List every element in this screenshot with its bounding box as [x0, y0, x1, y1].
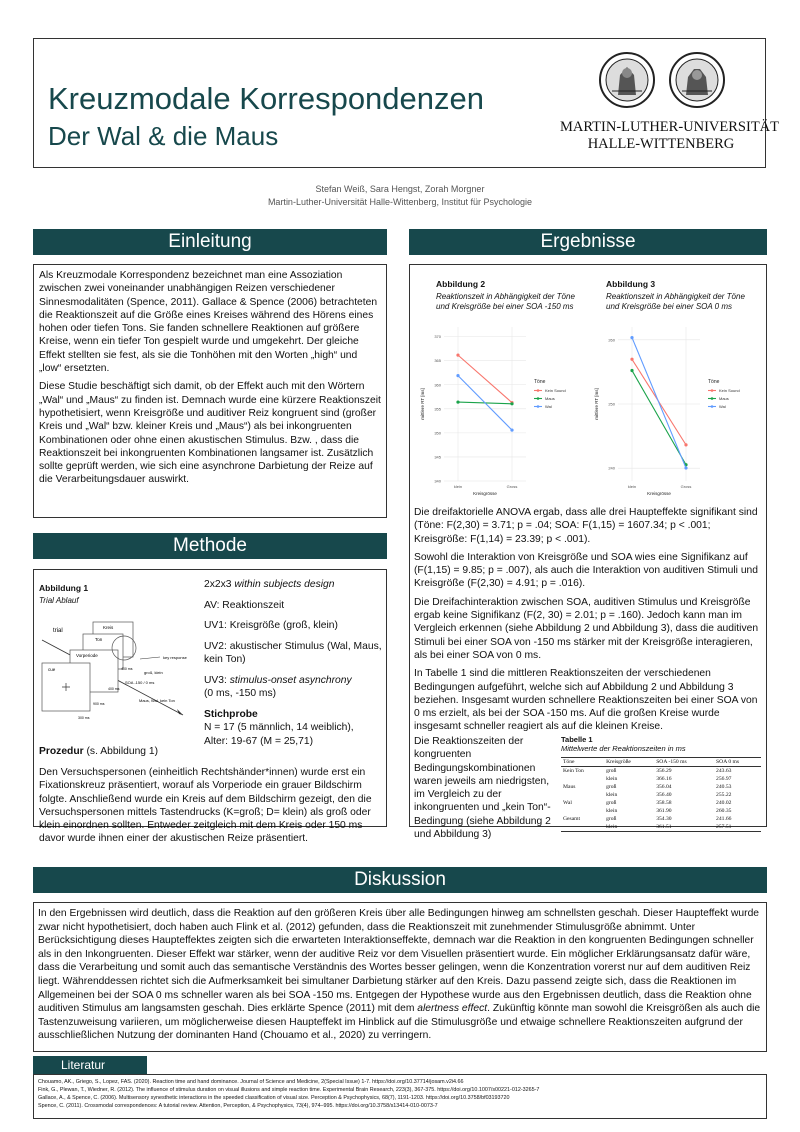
table-cell: groß: [606, 800, 617, 806]
prozedur-head: Prozedur: [39, 746, 84, 757]
design-uv1: UV1: Kreisgröße (groß, klein): [204, 620, 338, 631]
table-cell: klein: [606, 776, 618, 782]
prozedur-ref: (s. Abbildung 1): [83, 746, 159, 757]
diskussion-box: [33, 902, 767, 1052]
fig1-label-soa: SOA -150 / 0 ms: [125, 680, 155, 685]
design-list: [204, 578, 384, 748]
data-point: [630, 369, 633, 372]
einleitung-paragraph-1: Als Kreuzmodale Korrespondenz bezeichnet man eine Assoziation zwischen zwei voneinander unabhängigen Reizen verschiedener Sinnesmodalitäten (Spence, 2011). Gallace & Spence (2006) betrachteten die Reaktionszeit auf die Größe eines Kreises während des Hörens eines hohen oder tiefen Tons. Sie fanden schnellere Reaktionen auf größere Kreise, wenn ein tiefer Ton gespielt wurde und umgekehrt. Der gleiche Effekt stellten sie fest, als sie die Tonhöhen mit den Worten „high“ und „low“ ersetzten.: [39, 270, 378, 375]
legend-label: Kein Sound: [545, 388, 566, 393]
table-cell: [561, 823, 604, 832]
figure-2-title: Abbildung 2: [436, 279, 486, 289]
stichprobe-n: N = 17 (5 männlich, 14 weiblich),: [204, 722, 354, 733]
reference-item: Gallace, A., & Spence, C. (2006). Multisensory synesthetic interactions in the speeded classification of visual size. Perception & Psychophysics, 68(7), 1191-1203. https://doi.org/10.3758/bf03193720: [38, 1095, 510, 1101]
y-tick-label: 365: [434, 358, 441, 364]
x-axis-label: Kreisgrösse: [647, 491, 671, 496]
y-tick-label: 250: [608, 401, 615, 407]
y-tick-label: 240: [608, 465, 615, 471]
table-header-cell: SOA -150 ms: [656, 759, 687, 765]
design-uv3: UV3: stimulus-onset asynchrony: [204, 674, 352, 686]
table-cell: 361.90: [656, 808, 672, 814]
results-table: [561, 757, 761, 832]
table-cell: 260.35: [716, 808, 732, 814]
reference-item: Spence, C. (2011). Crossmodal correspondences: A tutorial review. Attention, Perception, & Psychophysics, 73(4), 974–995. https://doi.org/10.3758/s13414-010-0073-7: [38, 1103, 438, 1109]
ergebnisse-paragraph-1: Die dreifaktorielle ANOVA ergab, dass alle drei Haupteffekte signifikant sind (Töne: F(2,30) = 3.71; p = .04; SOA: F(1,15) = 1607.34; p < .001; Kreisgröße: F(1,14) = 23.39; p < .001).: [414, 507, 758, 545]
data-point: [630, 336, 633, 339]
x-axis-label: Kreisgrösse: [473, 491, 497, 496]
methode-box: [33, 569, 387, 845]
legend-label: Maus: [545, 396, 555, 401]
table-header-cell: Töne: [563, 759, 575, 765]
section-heading-literatur: Literatur: [33, 1056, 147, 1074]
chart-figure-3: [588, 319, 763, 503]
table-row: [561, 783, 761, 791]
table-cell: Maus: [563, 784, 576, 790]
legend-swatch-point: [537, 389, 540, 392]
einleitung-paragraph-2: Diese Studie beschäftigt sich damit, ob der Effekt auch mit den Wörtern „Wal“ und „Maus“ zu finden ist. Demnach wurde eine kürzere Reaktionszeit hypothetisiert, wenn Kreisgröße und auditiver Reiz kongruent sind (großer Kreis und „Wal“ bzw. kleiner Kreis und „Maus“) als bei inkongruenten Kombinationen oder ohne einen akustischen Stimulus. Bzw. , dass die Reaktionszeit bei inkongruenten Kombinationen langsamer ist. Zusätzlich sollte geprüft werden, wie sich eine asynchrone Darbietung der Reize auf die Verarbeitungsdauer auswirkt.: [39, 381, 381, 486]
section-heading-ergebnisse: Ergebnisse: [409, 229, 767, 255]
data-point: [630, 358, 633, 361]
y-tick-label: 345: [434, 454, 441, 460]
table-cell: Gesamt: [563, 816, 581, 822]
table-cell: 241.66: [716, 816, 732, 822]
table-cell: groß: [606, 816, 617, 822]
legend-swatch-point: [537, 405, 540, 408]
table-header-cell: Kreisgröße: [606, 759, 631, 765]
table-cell: 256.97: [716, 776, 732, 782]
fig1-label-vorperiode: Vorperiode: [76, 653, 98, 658]
fig1-label-300: 300 ms: [78, 716, 90, 720]
data-point: [684, 443, 687, 446]
section-heading-methode: Methode: [33, 533, 387, 559]
x-tick-label: Gross: [680, 484, 692, 489]
design-uv3-levels: (0 ms, -150 ms): [204, 688, 277, 699]
university-name-line2: HALLE-WITTENBERG: [587, 136, 735, 152]
legend-title: Töne: [534, 379, 546, 385]
y-tick-label: 360: [434, 382, 441, 388]
table-cell: 240.02: [716, 800, 732, 806]
data-point: [456, 400, 459, 403]
table-row: [561, 815, 761, 823]
design-uv2: UV2: akustischer Stimulus (Wal, Maus, kein Ton): [204, 640, 382, 665]
prozedur-heading: [39, 746, 158, 757]
figure-3-title: Abbildung 3: [606, 279, 656, 289]
data-point: [456, 354, 459, 357]
table-cell: 361.51: [656, 824, 672, 830]
table-cell: Wal: [563, 800, 572, 806]
legend-label: Wal: [545, 404, 552, 409]
data-point: [510, 402, 513, 405]
figure-1-title: Abbildung 1: [39, 583, 89, 593]
table-header-cell: SOA 0 ms: [716, 759, 740, 765]
stichprobe-alter: Alter: 19-67 (M = 25,71): [204, 735, 314, 747]
table-cell: 240.53: [716, 784, 732, 790]
legend-label: Maus: [719, 396, 729, 401]
fig1-label-trial: trial: [53, 628, 63, 634]
y-tick-label: 260: [608, 337, 615, 343]
chart-figure-2: [414, 319, 589, 503]
design-av: AV: Reaktionszeit: [204, 599, 285, 611]
x-tick-label: klein: [627, 484, 637, 489]
x-tick-label: klein: [453, 484, 463, 489]
table-row: [561, 799, 761, 807]
table-cell: 358.58: [656, 800, 672, 806]
y-tick-label: 340: [434, 478, 441, 484]
literatur-box: [33, 1074, 767, 1119]
title-line1: Kreuzmodale Korrespondenzen: [48, 81, 484, 116]
prozedur-text: Den Versuchspersonen (einheitlich Rechtshänder*innen) wurde erst ein Fixationskreuz präsentiert, worauf als Vorperiode ein grauer Bildschirm folgte. Anschließend wurde ein Kreis auf dem Bildschirm gezeigt, den die Versuchspersonen mittels Tastendrucks (K=groß; D= klein) als groß oder klein einordnen sollten. Entweder zeitgleich mit dem Kreis oder 150 ms davor wurde ihnen einer der akustischen Reize präsentiert.: [39, 767, 372, 845]
table-cell: groß: [606, 784, 617, 790]
data-point: [684, 466, 687, 469]
table-cell: 356.40: [656, 792, 672, 798]
fig1-label-400a: 400 ms: [121, 667, 133, 671]
authors: Stefan Weiß, Sara Hengst, Zorah Morgner: [315, 184, 485, 194]
reference-item: Chouamo, AK., Griego, S., Lopez, FAS. (2020). Reaction time and hand dominance. Journal of Science and Medicine, 2(Special Issue) 1-7. https://doi.org/10.37714/josam.v2i4.66: [38, 1079, 464, 1085]
y-tick-label: 370: [434, 334, 441, 340]
ergebnisse-paragraph-4: In Tabelle 1 sind die mittleren Reaktionszeiten der verschiedenen Bedingungen aufgeführt, welche sich auf Abbildung 2 und Abbildung 3 beziehen. Insgesamt wurden schnellere Reaktionszeiten bei einer SOA von 0 ms erzielt, als bei der SOA -150 ms. Auf die großen Kreise wurde insgesamt schneller reagiert als auf die kleinen Kreise.: [414, 668, 758, 733]
university-name-line1: MARTIN-LUTHER-UNIVERSITÄT: [560, 119, 780, 135]
figure-1-trial-diagram: [38, 610, 193, 735]
ergebnisse-paragraph-3: Die Dreifachinteraktion zwischen SOA, auditiven Stimulus und Kreisgröße ergab keine Signifikanz (F(2, 30) = 2.01; p = .160). Jedoch kann man im Vergleich erkennen (siehe Abbildung 2 und Abbildung 3), dass die auditiven Stimuli bei einer SOA von -150 ms stärker mit der Kreisgröße interagieren, als bei einer SOA von 0 ms.: [414, 596, 759, 661]
figure-3-subtitle: Reaktionszeit in Abhängigkeit der Töne und Kreisgröße bei einer SOA 0 ms: [606, 292, 745, 311]
university-seal-right-icon: [668, 51, 726, 109]
fig1-label-ton: Ton: [95, 637, 103, 642]
x-tick-label: Gross: [506, 484, 518, 489]
table-cell: 356.29: [656, 768, 672, 774]
title-line2: Der Wal & die Maus: [48, 121, 279, 151]
data-point: [510, 428, 513, 431]
table-row: [561, 775, 761, 783]
table-cell: 354.30: [656, 816, 672, 822]
ergebnisse-box: [409, 264, 767, 841]
y-axis-label: mittlere RT [ms]: [594, 388, 599, 420]
table-row: [561, 767, 761, 776]
fig1-label-gross-klein: groß, klein: [144, 670, 163, 675]
ergebnisse-text: [414, 506, 764, 739]
table-cell: klein: [606, 824, 618, 830]
legend-swatch-point: [537, 397, 540, 400]
einleitung-box: [33, 264, 387, 518]
y-tick-label: 350: [434, 430, 441, 436]
table-cell: Kein Ton: [563, 768, 584, 774]
ergebnisse-paragraph-2: Sowohl die Interaktion von Kreisgröße und SOA wies eine Signifikanz auf (F(1,15) = 9.85; p = .007), als auch die Interaktion von auditiven Stimuli und Kreisgröße (F(2,30) = 4.91; p = .016).: [414, 551, 759, 590]
figure-1-caption: [39, 578, 189, 606]
fig1-label-400b: 400 ms: [108, 687, 120, 691]
table-1: [561, 735, 761, 832]
figure-1-subtitle: Trial Ablauf: [39, 596, 79, 605]
table-cell: [561, 791, 604, 799]
legend-swatch-point: [711, 397, 714, 400]
y-tick-label: 355: [434, 406, 441, 412]
table-row: [561, 823, 761, 832]
figure-2-caption: [436, 274, 576, 312]
table-cell: 257.51: [716, 824, 732, 830]
fig1-label-key-response: key response: [163, 655, 187, 660]
data-point: [456, 374, 459, 377]
affiliation: Martin-Luther-Universität Halle-Wittenberg, Institut für Psychologie: [267, 197, 533, 207]
fig1-label-cue: cue: [48, 667, 56, 672]
diskussion-text: In den Ergebnissen wird deutlich, dass die Reaktion auf den größeren Kreis über alle Bedingungen hinweg am schnellsten geschah. Dieser Haupteffekt wurde zwar nicht hypothetisiert, doch haben auch Flink et al. (2012) gefunden, dass die Reaktionszeit mit zunehmender Stimulusgröße abnimmt. Unter Berücksichtigung dieses Haupteffektes zeigten sich die erwarteten Interaktionseffekte, demnach war die Reaktion in den kongruenten Bedingungen schneller als in den Inkongruenten. Dieser Effekt war stärker, wenn der auditive Reiz vor dem Visuellen präsentiert wurde. Ein möglicher Erklärungsansatz dafür wäre, dass die Verarbeitung und somit auch das semantische Verständnis des Wortes besser gelingen, wenn die Konzentration vorerst nur auf dem auditiven Reiz liegt. Währenddessen richtet sich die Aufmerksamkeit bei simultaner Darbietung stärker auf den Kreis. Dazu passend zeigte sich, dass die Reaktionen im Allgemeinen bei der SOA 0 ms schneller waren als bei SOA -150 ms. Entgegen der Hypothese wurde aus den Ergebnissen deutlich, dass die Reaktion ohne auditiven Stimulus am langsamsten geschah. Dies erklärte Spence (2011) mit dem alertness effect. Zukünftig könnte man sowohl die Kreisgrößen als auch die Tastenzuweisung variieren, um möglicherweise diesen Haupteffekt im Hinblick auf die Stimulusgröße und etwaige schnellere Reaktionszeiten aufgrund der ausschließlichen Nutzung der dominanten Hand (Chouamo et al., 2020) zu verringern.: [38, 908, 761, 1042]
table-1-subtitle: Mittelwerte der Reaktionszeiten in ms: [561, 744, 686, 753]
figure-3-caption: [606, 274, 746, 312]
fig1-label-900: 900 ms: [93, 702, 105, 706]
figure-2-subtitle: Reaktionszeit in Abhängigkeit der Töne und Kreisgröße bei einer SOA -150 ms: [436, 292, 575, 311]
y-axis-label: mittlere RT [ms]: [420, 388, 425, 420]
table-cell: 366.16: [656, 776, 672, 782]
table-cell: 243.63: [716, 768, 732, 774]
table-cell: [561, 807, 604, 815]
design-type: 2x2x3 within subjects design: [204, 579, 335, 590]
legend-swatch-point: [711, 389, 714, 392]
table-cell: klein: [606, 792, 618, 798]
university-seal-left-icon: [598, 51, 656, 109]
legend-label: Kein Sound: [719, 388, 740, 393]
legend-title: Töne: [708, 379, 720, 385]
table-1-title: Tabelle 1: [561, 735, 593, 744]
table-cell: 356.04: [656, 784, 672, 790]
stichprobe-heading: Stichprobe: [204, 708, 258, 720]
plot-area: [444, 327, 526, 481]
ergebnisse-paragraph-5: Die Reaktionszeiten der kongruenten Bedingungskombinationen waren jeweils am niedrigsten, im Vergleich zu der inkongruenten und „kein Ton“- Bedingung (siehe Abbildung 2 und Abbildung 3): [414, 736, 551, 841]
table-cell: groß: [606, 768, 617, 774]
table-row: [561, 791, 761, 799]
fig1-label-stimuli: Maus, Wal, kein Ton: [139, 698, 175, 703]
fig1-label-kreis: Kreis: [103, 625, 114, 630]
header-box: [33, 38, 780, 168]
table-cell: [561, 775, 604, 783]
section-heading-einleitung: Einleitung: [33, 229, 387, 255]
table-row: [561, 807, 761, 815]
legend-label: Wal: [719, 404, 726, 409]
section-heading-diskussion: Diskussion: [33, 867, 767, 893]
reference-item: Fink, G., Plewan, T., Wiedner, R. (2012). The influence of stimulus duration on visual illusions and simple reaction time. Experimental Brain Research, 223(3), 367-375. https://doi.org/10.1007/s00221-012-3265-7: [38, 1087, 540, 1093]
table-cell: 255.22: [716, 792, 732, 798]
legend-swatch-point: [711, 405, 714, 408]
table-cell: klein: [606, 808, 618, 814]
